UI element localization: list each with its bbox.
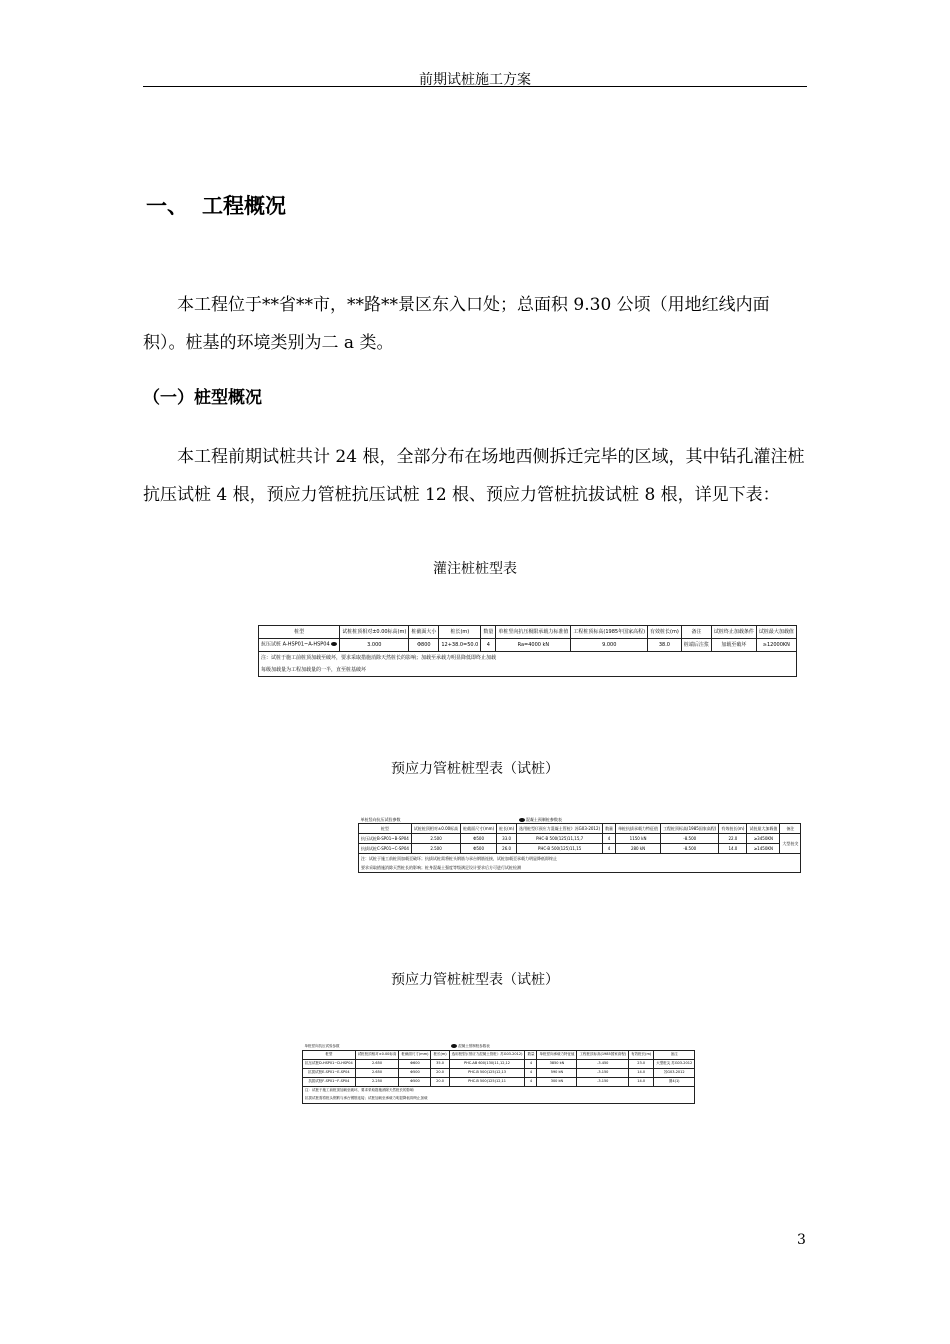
table-cell: Φ500: [461, 834, 497, 844]
table-header-cell: 桩截面尺寸(mm): [399, 1051, 431, 1060]
bored-pile-table: [258, 625, 797, 677]
table-header-cell: 有效桩长(m): [648, 626, 682, 639]
table-cell: PHC-B 500(125)12,13: [449, 1069, 525, 1078]
table-top-label: 单桩竖向抗压试验参数: [360, 816, 401, 822]
table-top-label: 单桩竖向抗压试验参数: [304, 1043, 340, 1048]
table-cell: 33.0: [497, 834, 517, 844]
table-cell: 2.650: [355, 1069, 399, 1078]
table-note-row: [303, 1095, 695, 1104]
table-cell: 300 kN: [537, 1078, 577, 1087]
table-cell: 14.0: [719, 844, 747, 854]
table-cell: 20.0: [431, 1069, 449, 1078]
table-note: 注：试桩于施工前桩顶加载至破坏；抗拔试桩需将桩头钢筋与承台钢筋连接，试桩加载至承载力明显降低即终止: [359, 854, 801, 864]
table-note-row: [359, 863, 801, 873]
table-header-cell: 桩长(m): [497, 824, 517, 834]
table-cell: 280 kN: [616, 844, 661, 854]
table-header-cell: 数量: [481, 626, 496, 639]
table-cell: 2.250: [355, 1078, 399, 1087]
table-cell: 抗拔试桩F-SP01~F-SP04: [303, 1078, 356, 1087]
table-cell: ≥3450KN: [747, 834, 780, 844]
table-header-cell: 桩型: [359, 824, 412, 834]
table-header-cell: 工程桩顶标高(1985国家高程): [577, 1051, 629, 1060]
table-header-cell: 单桩竖向抗压极限承载力标准值: [496, 626, 571, 639]
page-number: 3: [797, 1232, 806, 1248]
table-header-cell: 试桩最大加载值: [756, 626, 796, 639]
table-cell: Ra=4000 kN: [496, 639, 571, 652]
table-row: [359, 844, 801, 854]
table-cell: 2.500: [411, 834, 460, 844]
table-header-cell: 试桩桩顶相对±0.00标高(m): [340, 626, 409, 639]
table-cell: 图4(1): [654, 1078, 695, 1087]
table-row: [303, 1060, 695, 1069]
table-cell: 4: [603, 834, 616, 844]
table-top-row: [303, 1043, 695, 1051]
intro-paragraph: 本工程位于**省**市，**路**景区东入口处；总面积 9.30 公顷（用地红线内面积）。桩基的环境类别为二 a 类。: [143, 295, 770, 353]
table-header-cell: 桩长(m): [431, 1051, 449, 1060]
table-top-label: 混凝土预制桩参数表: [525, 816, 562, 822]
table-header-cell: 单桩竖向承载力特征值: [537, 1051, 577, 1060]
table-cell: ≥1450KN: [747, 844, 780, 854]
table-cell: PHC-B 500(125)12,11: [449, 1078, 525, 1087]
table-cell: -8.500: [661, 834, 719, 844]
pile-section-icon: [451, 1044, 457, 1048]
table-header-cell: 备注: [780, 824, 801, 834]
pile-section-icon: [519, 818, 525, 822]
table-header-cell: 备注: [681, 626, 711, 639]
table-row: [359, 834, 801, 844]
table-cell: ≥12000KN: [756, 639, 796, 652]
table-cell: 12+38.0=50.0: [439, 639, 481, 652]
table-cell: 4: [525, 1078, 537, 1087]
table-cell: 抗压试桩D-HSP01~D-HSP04: [303, 1060, 356, 1069]
table-header-cell: 工程桩顶标高(1985年国家高程): [571, 626, 648, 639]
table-header-cell: 试桩最大加载值: [747, 824, 780, 834]
table-cell: 大型桩尖: [780, 834, 801, 854]
pile-section-icon: [331, 642, 337, 646]
table-note: 要求采取措施消除天然桩长的影响；桩身混凝土强度等级满足设计要求后方可进行试桩检测: [359, 863, 801, 873]
table-cell: 20.0: [431, 1078, 449, 1087]
table-cell: 苏G03-2012: [654, 1069, 695, 1078]
prestressed-pile-table-1: [358, 816, 801, 873]
table-cell: PHC-B 500(125)11,15,7: [517, 834, 603, 844]
table-cell: 23.0: [629, 1060, 654, 1069]
table-cell: -8.500: [661, 844, 719, 854]
table-header-cell: 桩截面大小: [409, 626, 439, 639]
subsection-heading: （一）桩型概况: [143, 388, 262, 408]
table2-caption: 预应力管桩桩型表（试桩）: [391, 761, 559, 777]
table-cell: 加载至破坏: [711, 639, 756, 652]
table-cell: Φ500: [399, 1078, 431, 1087]
table-cell: 抗压试桩B-SP01~B-SP04: [359, 834, 412, 844]
table-cell: Φ500: [461, 844, 497, 854]
table-note-row: [303, 1087, 695, 1096]
table-header-cell: 试桩终止加载条件: [711, 626, 756, 639]
table-cell-text: 抗压试桩 A-HSP01~A-HSP04: [261, 641, 330, 648]
table-row: [303, 1078, 695, 1087]
table-cell: Φ500: [399, 1069, 431, 1078]
table-cell: 38.0: [648, 639, 682, 652]
table-top-row: [359, 816, 801, 824]
table-header-cell: 试桩桩顶相对±0.00标高: [411, 824, 460, 834]
table-cell: -3.450: [577, 1060, 629, 1069]
table-header-row: [259, 626, 797, 639]
table-cell: 35.0: [431, 1060, 449, 1069]
table-cell: 590 kN: [537, 1069, 577, 1078]
table-header-cell: 桩型: [259, 626, 340, 639]
section-heading: [146, 190, 286, 220]
table-cell: 26.0: [497, 844, 517, 854]
table-cell: 14.0: [629, 1078, 654, 1087]
table-row: [259, 639, 797, 652]
table-cell: 1150 kN: [616, 834, 661, 844]
table1-caption: 灌注桩桩型表: [433, 561, 517, 577]
page-header-title: 前期试桩施工方案: [419, 72, 531, 88]
table-header-cell: 选用桩型(《预应力混凝土管桩》苏G03-2012): [517, 824, 603, 834]
table-cell: 抗拔试桩C-SP01~C-SP04: [359, 844, 412, 854]
table-cell: 4: [603, 844, 616, 854]
table-note: 抗拔试桩需将桩头钢筋与承台钢筋连接；试桩加载至承载力明显降低即终止加载: [303, 1095, 695, 1104]
table-header-cell: 有效桩长(m): [719, 824, 747, 834]
pile-summary-paragraph: 本工程前期试桩共计 24 根，全部分布在场地西侧拆迁完毕的区域，其中钻孔灌注桩抗压试桩 4 根，预应力管桩抗压试桩 12 根、预应力管桩抗拔试桩 8 根，详见下表：: [143, 447, 805, 505]
table-header-row: [303, 1051, 695, 1060]
table-cell: 2.650: [355, 1060, 399, 1069]
table-cell: -3.150: [577, 1069, 629, 1078]
table-cell: [259, 639, 340, 652]
header-rule: [143, 86, 807, 87]
table-header-cell: 备注: [654, 1051, 695, 1060]
table-cell: -3.150: [577, 1078, 629, 1087]
section-title: 工程概况: [202, 194, 286, 218]
table-note: 每级加载量为工程加载量的一半，直至桩基破坏: [259, 664, 797, 677]
table-header-cell: 数量: [525, 1051, 537, 1060]
table-header-row: [359, 824, 801, 834]
table-header-cell: 工程桩顶标高(1985国家高程): [661, 824, 719, 834]
table-top-label: 混凝土预制桩参数表: [458, 1044, 490, 1049]
table-cell: 22.0: [719, 834, 747, 844]
table-cell: 14.0: [629, 1069, 654, 1078]
prestressed-pile-table-2: [302, 1043, 695, 1104]
table-top-label-cell: [517, 816, 801, 824]
table-cell: 3850 kN: [537, 1060, 577, 1069]
table-note: 注：试桩于施工前桩顶加载至破坏，要求采取措施消除天然桩长的影响: [303, 1087, 695, 1096]
table-cell: 2.500: [411, 844, 460, 854]
table3-caption: 预应力管桩桩型表（试桩）: [391, 972, 559, 988]
table-top-label-cell: [449, 1043, 695, 1051]
table-note-row: [259, 652, 797, 665]
table-cell: 大型桩尖 苏G03-2012: [654, 1060, 695, 1069]
table-header-cell: 试桩桩顶相对±0.00标高: [355, 1051, 399, 1060]
table-cell: 抗拔试桩E-SP01~E-SP04: [303, 1069, 356, 1078]
table-cell: 9.000: [571, 639, 648, 652]
table-header-cell: 桩截面尺寸(mm): [461, 824, 497, 834]
table-cell: PHC-AB 600(130)11,12,12: [449, 1060, 525, 1069]
table-note: 注：试桩于施工前桩顶加载至破坏，要求采取措施消除天然桩长的影响；加载至承载力明显降低即终止加载: [259, 652, 797, 665]
table-cell: 4: [525, 1069, 537, 1078]
table-cell: 桩端后注浆: [681, 639, 711, 652]
table-cell: PHC-B 500(125)11,15: [517, 844, 603, 854]
table-cell: 4: [481, 639, 496, 652]
table-row: [303, 1069, 695, 1078]
table-header-cell: 桩型: [303, 1051, 356, 1060]
table-header-cell: 有效桩长(m): [629, 1051, 654, 1060]
section-number: 一、: [146, 194, 188, 218]
table-cell: 3.000: [340, 639, 409, 652]
table-header-cell: 单桩抗拔承载力特征值: [616, 824, 661, 834]
table-header-cell: 桩长(m): [439, 626, 481, 639]
table-note-row: [259, 664, 797, 677]
table-cell: 4: [525, 1060, 537, 1069]
table-header-cell: 选用桩型(《预应力混凝土管桩》苏G03-2012): [449, 1051, 525, 1060]
table-cell: Φ600: [399, 1060, 431, 1069]
table-header-cell: 数量: [603, 824, 616, 834]
table-cell: Φ800: [409, 639, 439, 652]
table-note-row: [359, 854, 801, 864]
